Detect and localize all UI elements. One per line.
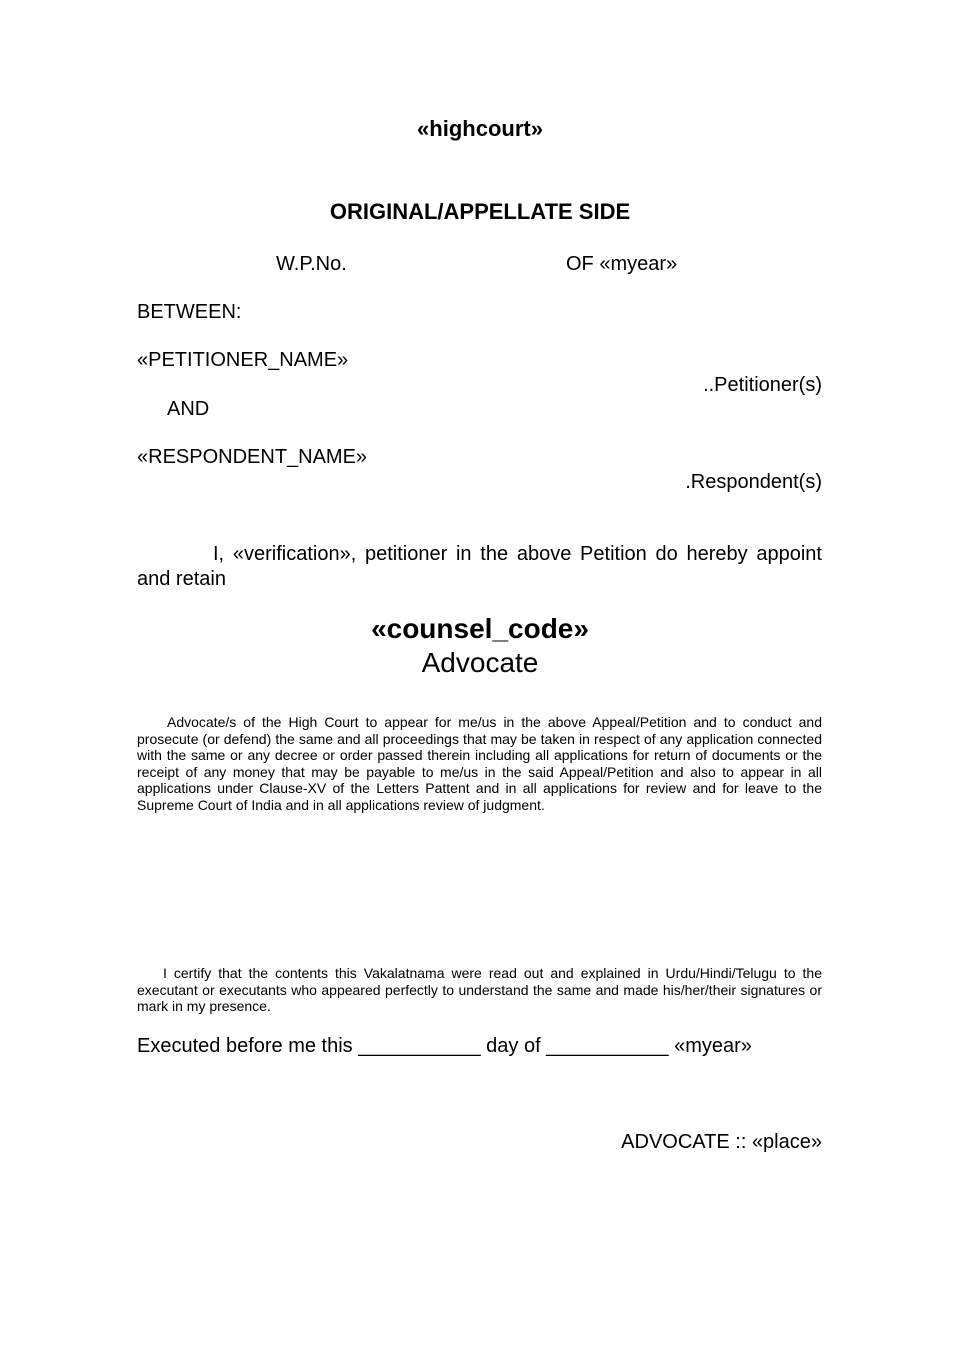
appointment-paragraph: I, «verification», petitioner in the above Petition do hereby appoint and retain <box>137 543 822 590</box>
advocate-signature-line: ADVOCATE :: «place» <box>621 1131 822 1153</box>
respondent-name: «RESPONDENT_NAME» <box>137 446 368 468</box>
authority-paragraph: Advocate/s of the High Court to appear for me/us in the above Appeal/Petition and to conduct and prosecute (or defend) the same and all proceedings that may be taken in respect of any application connected with the same or any decree or order passed therein including all applications for return of documents or the receipt of any money that may be payable to me/us in the said Appeal/Petition and also to appear in all applications under Clause-XV of the Letters Pattent and in all applications for review and for leave to the Supreme Court of India and in all applications review of judgment. <box>137 714 822 813</box>
side-heading: ORIGINAL/APPELLATE SIDE <box>329 199 631 224</box>
case-year: OF «myear» <box>566 253 678 275</box>
certification-paragraph: I certify that the contents this Vakalatnama were read out and explained in Urdu/Hindi/Telugu to the executant or executants who appeared perfectly to understand the same and made his/her/their signatures or mark in my presence. <box>137 965 822 1015</box>
counsel-code: «counsel_code» <box>371 613 589 644</box>
court-name: «highcourt» <box>417 116 543 141</box>
and-label: AND <box>167 398 210 420</box>
case-number-label: W.P.No. <box>276 253 347 275</box>
between-label: BETWEEN: <box>137 301 242 323</box>
executed-line: Executed before me this ___________ day of ___________ «myear» <box>137 1035 752 1057</box>
petitioner-label: ..Petitioner(s) <box>703 374 822 396</box>
respondent-label: .Respondent(s) <box>685 471 822 493</box>
advocate-title: Advocate <box>421 647 539 678</box>
petitioner-name: «PETITIONER_NAME» <box>137 349 349 371</box>
